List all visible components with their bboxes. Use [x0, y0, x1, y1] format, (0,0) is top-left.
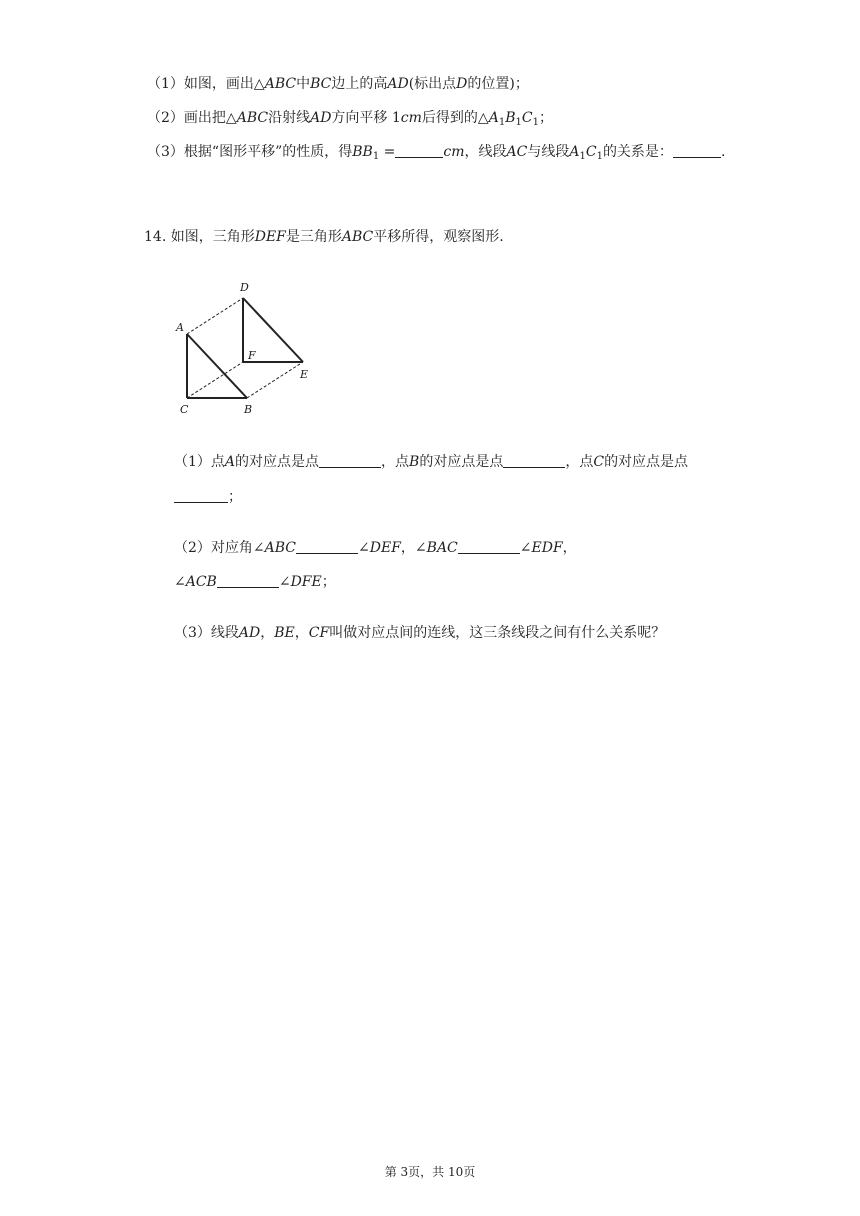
math-var: AC [506, 144, 528, 160]
text: ， [294, 625, 309, 641]
text: 点 [210, 454, 225, 470]
q14-title [144, 227, 504, 247]
answer-blank[interactable] [217, 573, 279, 588]
math-angle: ∠BAC [414, 540, 458, 556]
text: 叫做对应点间的连线，这三条线段之间有什么关系呢？ [329, 625, 666, 641]
text: (标出点 [408, 76, 457, 92]
part-number: （1） [174, 454, 211, 470]
part-number: （3） [147, 144, 184, 160]
q14-part3 [174, 623, 665, 643]
text: 方向平移 1 [331, 110, 401, 126]
answer-blank[interactable] [458, 539, 520, 554]
segment-AD-dashed [187, 298, 243, 334]
subscript: 1 [596, 151, 603, 162]
math-angle: ∠DEF [358, 540, 401, 556]
text: 边上的高 [331, 76, 388, 92]
text: 中 [296, 76, 311, 92]
math-var: CF [308, 625, 330, 641]
math-var: AD [310, 110, 332, 126]
part-number: （1） [147, 76, 184, 92]
text: = [379, 144, 396, 160]
text: ； [228, 489, 242, 505]
text: ； [321, 574, 336, 590]
math-var: ABC [341, 229, 374, 245]
part-number: （3） [174, 625, 211, 641]
label-D: D [240, 281, 249, 294]
math-var: cm [443, 144, 465, 160]
math-var: A [224, 454, 236, 470]
text: 是三角形 [285, 229, 342, 245]
subscript: 1 [579, 151, 586, 162]
math-var: B [409, 454, 420, 470]
text: 的对应点是点 [235, 454, 320, 470]
text: 如图，画出△ [183, 76, 265, 92]
text: ，点 [565, 454, 594, 470]
math-var: ABC [236, 110, 269, 126]
answer-blank[interactable] [296, 539, 358, 554]
text: 与线段 [527, 144, 570, 160]
text: ，线段 [464, 144, 507, 160]
math-var: A [488, 110, 499, 126]
math-var: BC [310, 76, 332, 92]
text: 根据“图形平移”的性质，得 [183, 144, 353, 160]
label-C: C [180, 403, 189, 416]
math-var: AD [238, 625, 261, 641]
math-angle: ∠EDF [519, 540, 563, 556]
math-var: AD [387, 76, 409, 92]
answer-blank[interactable] [395, 143, 443, 158]
part-number: （2） [174, 540, 211, 556]
label-A: A [176, 321, 184, 334]
math-var: BB [352, 144, 373, 160]
q13-part2 [147, 108, 553, 128]
math-var: C [521, 110, 533, 126]
subscript: 1 [372, 151, 380, 162]
q14-part2-line1 [174, 538, 577, 558]
math-var: cm [400, 110, 422, 126]
math-var: D [456, 76, 468, 92]
answer-blank[interactable] [319, 453, 381, 468]
answer-blank[interactable] [503, 453, 565, 468]
math-var: ABC [264, 76, 297, 92]
text: 的对应点是点 [419, 454, 504, 470]
math-var: DEF [254, 229, 286, 245]
segment-CF-dashed [187, 362, 243, 398]
text: 后得到的△ [421, 110, 489, 126]
q13-part3 [147, 142, 725, 162]
text: 的关系是： [602, 144, 673, 160]
text: 对应角 [210, 540, 253, 556]
subscript: 1 [532, 117, 539, 128]
math-var: C [585, 144, 597, 160]
math-angle: ∠ACB [174, 574, 217, 590]
text: ，点 [381, 454, 410, 470]
math-var: C [593, 454, 605, 470]
subscript: 1 [498, 117, 506, 128]
text: 沿射线 [268, 110, 311, 126]
text: 的对应点是点 [604, 454, 689, 470]
text: 的位置)； [467, 76, 529, 92]
part-number: （2） [147, 110, 184, 126]
math-angle: ∠ABC [252, 540, 297, 556]
q14-part1-line2 [174, 487, 242, 507]
math-var: BE [274, 625, 295, 641]
q13-part1 [147, 74, 529, 94]
text: ； [538, 110, 553, 126]
text: ， [400, 540, 415, 556]
math-var: B [505, 110, 516, 126]
answer-blank[interactable] [673, 143, 721, 158]
translation-figure [172, 277, 322, 417]
math-var: A [569, 144, 580, 160]
text: 平移所得，观察图形. [373, 229, 504, 245]
answer-blank[interactable] [174, 488, 228, 503]
subscript: 1 [515, 117, 522, 128]
question-number: 14. 如图，三角形 [144, 229, 255, 245]
page-footer: 第 3页，共 10页 [384, 1165, 476, 1179]
segment-AB [187, 334, 247, 398]
label-B: B [244, 403, 253, 416]
text: ， [260, 625, 275, 641]
text: ， [562, 540, 577, 556]
label-F: F [248, 349, 256, 362]
label-E: E [300, 368, 309, 381]
math-angle: ∠DFE [278, 574, 322, 590]
segment-BE-dashed [247, 362, 303, 398]
text: . [720, 144, 726, 160]
text: 线段 [210, 625, 239, 641]
q14-part2-line2 [174, 572, 336, 592]
q14-part1-line1 [174, 452, 688, 472]
text: 画出把△ [183, 110, 237, 126]
